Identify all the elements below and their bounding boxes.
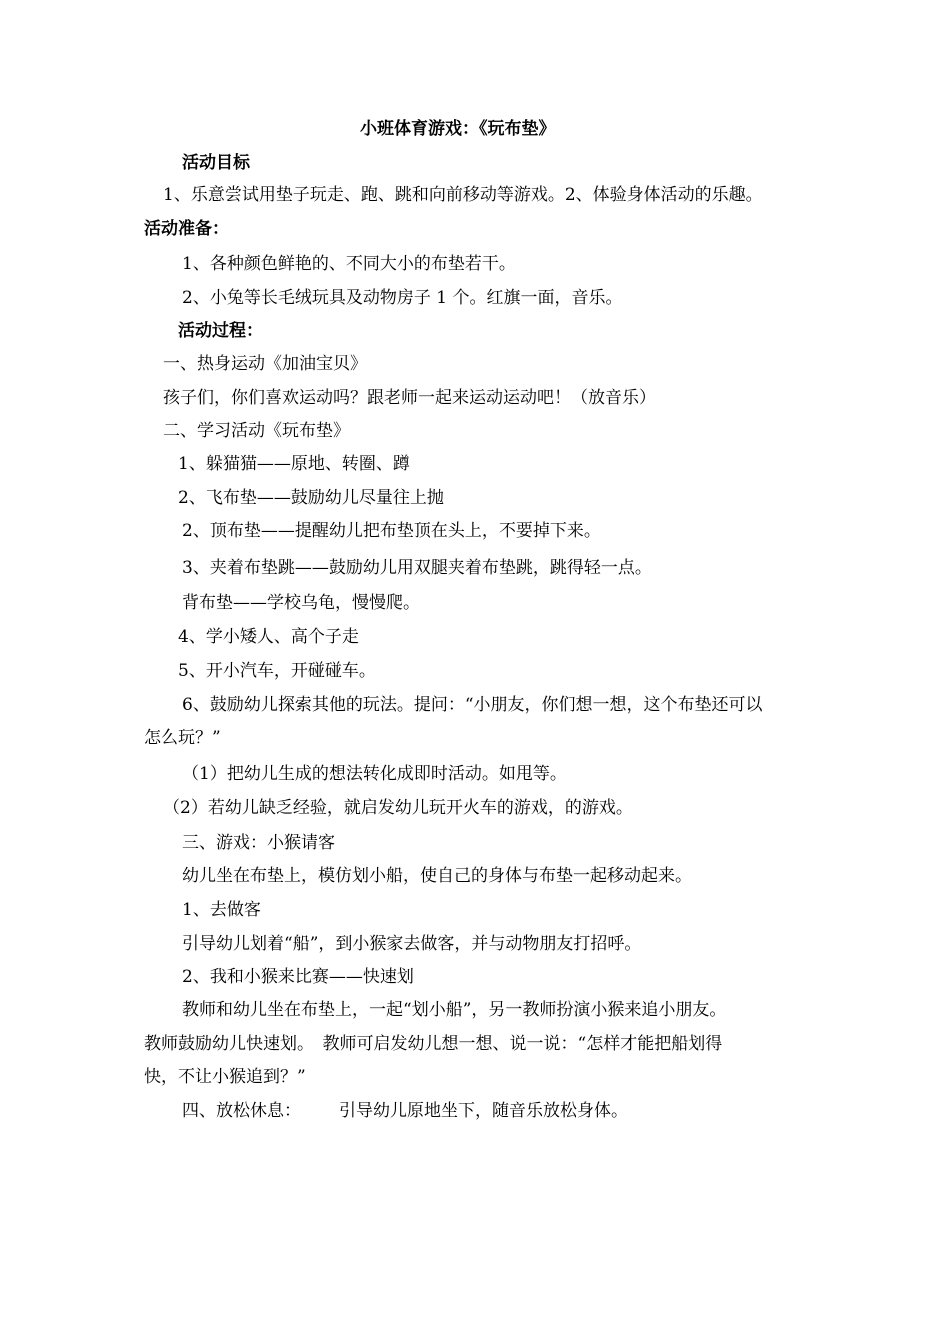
section-3-item-text: 引导幼儿划着“船”，到小猴家去做客，并与动物朋友打招呼。 (182, 934, 642, 954)
section-1-text: 孩子们，你们喜欢运动吗？跟老师一起来运动运动吧！（放音乐） (163, 388, 656, 408)
section-4-text: 引导幼儿原地坐下，随音乐放松身体。 (339, 1101, 628, 1121)
section-2-item: 5、开小汽车，开碰碰车。 (178, 661, 376, 681)
section-2-subitem: （2）若幼儿缺乏经验，就启发幼儿玩开火车的游戏，的游戏。 (163, 798, 633, 818)
section-2-heading: 二、学习活动《玩布垫》 (163, 421, 350, 441)
section-1-heading: 一、热身运动《加油宝贝》 (163, 354, 367, 374)
section-2-item: 3、夹着布垫跳——鼓励幼儿用双腿夹着布垫跳，跳得轻一点。 (182, 558, 652, 578)
document-title: 小班体育游戏：《玩布垫》 (360, 119, 556, 139)
section-3-item-text: 快，不让小猴追到？” (144, 1067, 306, 1087)
section-2-item: 6、鼓励幼儿探索其他的玩法。提问：“小朋友，你们想一想，这个布垫还可以 (182, 695, 763, 715)
goal-heading: 活动目标 (182, 153, 250, 173)
section-2-item: 背布垫——学校乌龟，慢慢爬。 (182, 593, 420, 613)
section-2-item: 4、学小矮人、高个子走 (178, 627, 359, 647)
section-2-item: 2、飞布垫——鼓励幼儿尽量往上抛 (178, 488, 444, 508)
section-2-subitem: （1）把幼儿生成的想法转化成即时活动。如甩等。 (182, 764, 567, 784)
section-4-heading: 四、放松休息： (182, 1101, 301, 1121)
section-2-item: 2、顶布垫——提醒幼儿把布垫顶在头上，不要掉下来。 (182, 521, 601, 541)
prep-item-2: 2、小兔等长毛绒玩具及动物房子 1 个。红旗一面，音乐。 (182, 288, 623, 308)
prep-heading: 活动准备： (144, 219, 229, 239)
section-3-heading: 三、游戏：小猴请客 (182, 833, 335, 853)
section-3-item-text: 教师鼓励幼儿快速划。 教师可启发幼儿想一想、说一说：“怎样才能把船划得 (144, 1034, 723, 1054)
section-3-text: 幼儿坐在布垫上，模仿划小船，使自己的身体与布垫一起移动起来。 (182, 866, 692, 886)
goal-text: 1、乐意尝试用垫子玩走、跑、跳和向前移动等游戏。2、体验身体活动的乐趣。 (163, 185, 763, 205)
section-2-item: 1、躲猫猫——原地、转圈、蹲 (178, 454, 410, 474)
process-heading: 活动过程： (178, 321, 263, 341)
section-3-item: 2、我和小猴来比赛——快速划 (182, 967, 414, 987)
prep-item-1: 1、各种颜色鲜艳的、不同大小的布垫若干。 (182, 254, 516, 274)
section-2-item-continued: 怎么玩？” (144, 728, 221, 748)
section-3-item-text: 教师和幼儿坐在布垫上，一起“划小船”，另一教师扮演小猴来追小朋友。 (182, 1000, 727, 1020)
section-3-item: 1、去做客 (182, 900, 261, 920)
